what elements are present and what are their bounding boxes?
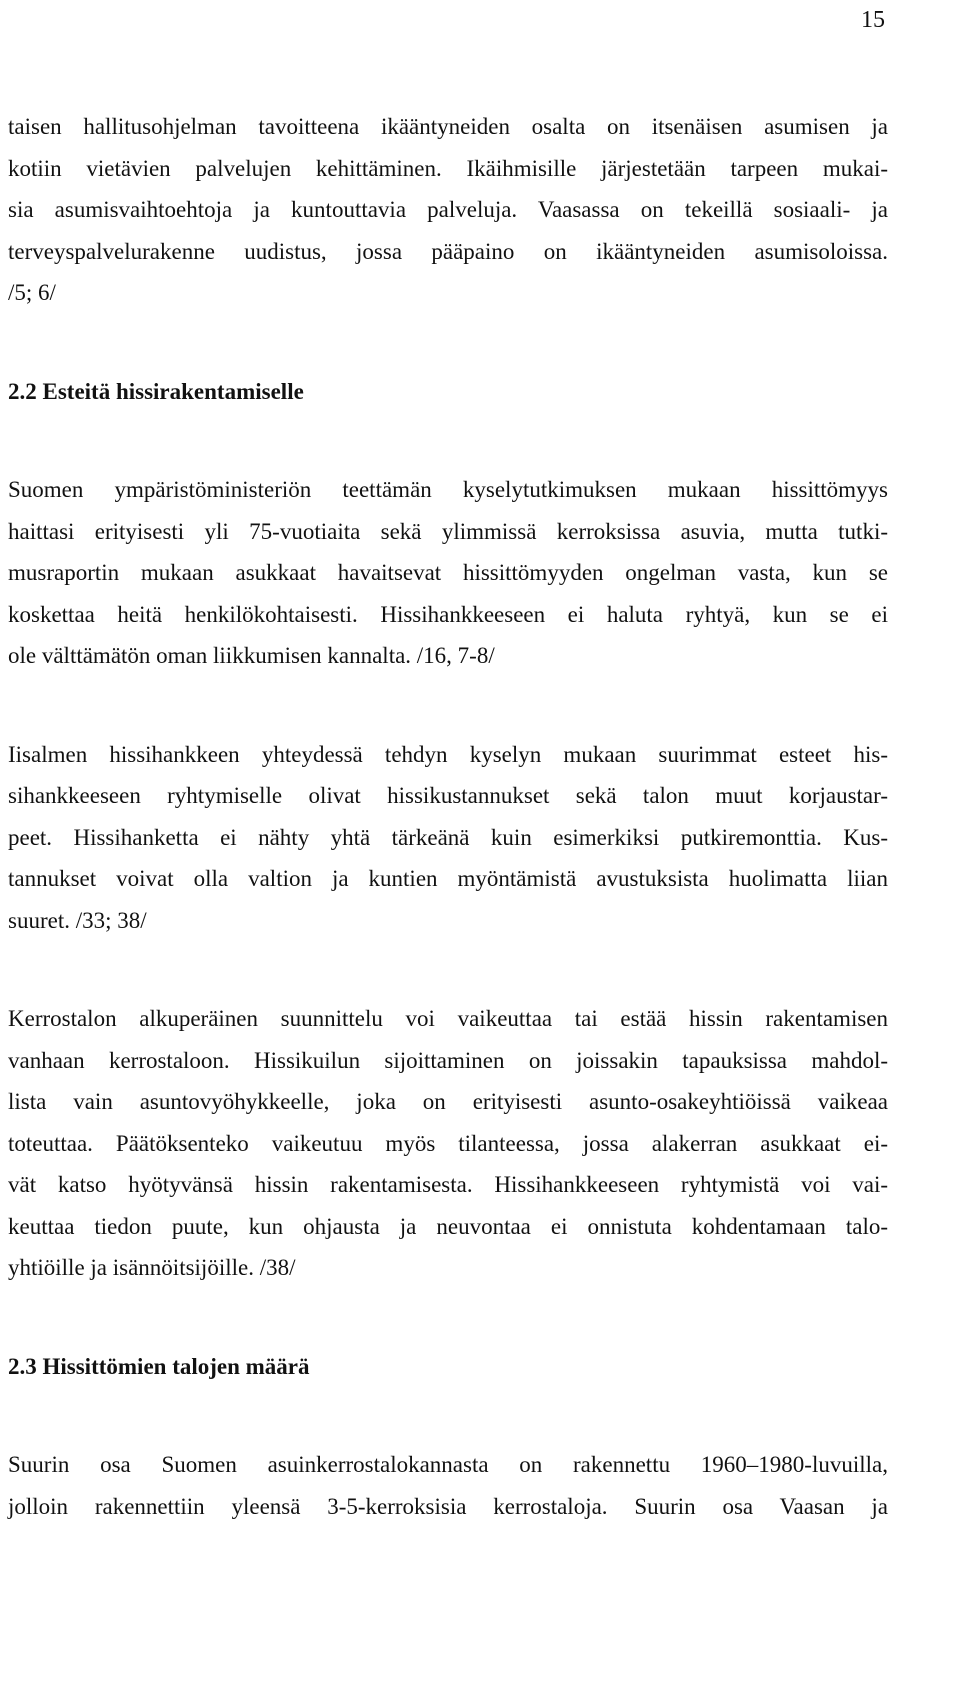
text-line: keuttaa tiedon puute, kun ohjausta ja neuvontaa ei onnistuta kohdentamaan talo-: [8, 1213, 888, 1239]
paragraph-iisalmi: [8, 734, 888, 942]
text-line: Suomen ympäristöministeriön teettämän kyselytutkimuksen mukaan hissittömyys: [8, 477, 888, 502]
text-line: tannukset voivat olla valtion ja kuntien myöntämistä avustuksista huolimatta liian: [8, 866, 888, 891]
paragraph-intro: [8, 106, 888, 314]
text-line: ole välttämätön oman liikkumisen kannalta. /16, 7-8/: [8, 643, 495, 668]
text-line: vanhaan kerrostaloon. Hissikuilun sijoittaminen on joissakin tapauksissa mahdol-: [8, 1047, 888, 1073]
paragraph-design: [8, 998, 888, 1289]
text-line: suuret. /33; 38/: [8, 907, 147, 933]
text-line: toteuttaa. Päätöksenteko vaikeutuu myös tilanteessa, jossa alakerran asukkaat ei-: [8, 1130, 888, 1156]
text-line: peet. Hissihanketta ei nähty yhtä tärkeänä kuin esimerkiksi putkiremonttia. Kus-: [8, 824, 888, 850]
paragraph-survey: [8, 469, 888, 677]
text-line: terveyspalvelurakenne uudistus, jossa pääpaino on ikääntyneiden asumisoloissa.: [8, 238, 888, 264]
text-line: haittasi erityisesti yli 75-vuotiaita sekä ylimmissä kerroksissa asuvia, mutta tutki-: [8, 518, 888, 544]
text-line: musraportin mukaan asukkaat havaitsevat hissittömyyden ongelman vasta, kun se: [8, 560, 888, 585]
text-line: taisen hallitusohjelman tavoitteena ikääntyneiden osalta on itsenäisen asumisen ja: [8, 114, 888, 139]
document-body: [8, 106, 888, 1527]
text-line: /5; 6/: [8, 280, 56, 305]
text-line: Suurin osa Suomen asuinkerrostalokannasta on rakennettu 1960–1980-luvuilla,: [8, 1452, 888, 1477]
page-number: 15: [861, 7, 885, 33]
text-line: vät katso hyötyvänsä hissin rakentamisesta. Hissihankkeeseen ryhtymistä voi vai-: [8, 1172, 888, 1197]
text-line: jolloin rakennettiin yleensä 3-5-kerroksisia kerrostaloja. Suurin osa Vaasan ja: [8, 1493, 888, 1519]
text-line: kotiin vietävien palvelujen kehittäminen. Ikäihmisille järjestetään tarpeen mukai-: [8, 155, 888, 181]
section-heading-2-3: 2.3 Hissittömien talojen määrä: [8, 1353, 310, 1379]
text-line: sihankkeeseen ryhtymiselle olivat hissikustannukset sekä talon muut korjaustar-: [8, 783, 888, 808]
text-line: lista vain asuntovyöhykkeelle, joka on erityisesti asunto-osakeyhtiöissä vaikeaa: [8, 1089, 888, 1114]
text-line: sia asumisvaihtoehtoja ja kuntouttavia palveluja. Vaasassa on tekeillä sosiaali- ja: [8, 197, 888, 222]
paragraph-count: [8, 1444, 888, 1527]
text-line: Kerrostalon alkuperäinen suunnittelu voi vaikeuttaa tai estää hissin rakentamisen: [8, 1006, 888, 1031]
text-line: koskettaa heitä henkilökohtaisesti. Hissihankkeeseen ei haluta ryhtyä, kun se ei: [8, 601, 888, 627]
section-heading-2-2: 2.2 Esteitä hissirakentamiselle: [8, 378, 304, 404]
text-line: Iisalmen hissihankkeen yhteydessä tehdyn kyselyn mukaan suurimmat esteet his-: [8, 741, 888, 767]
text-line: yhtiöille ja isännöitsijöille. /38/: [8, 1255, 296, 1280]
